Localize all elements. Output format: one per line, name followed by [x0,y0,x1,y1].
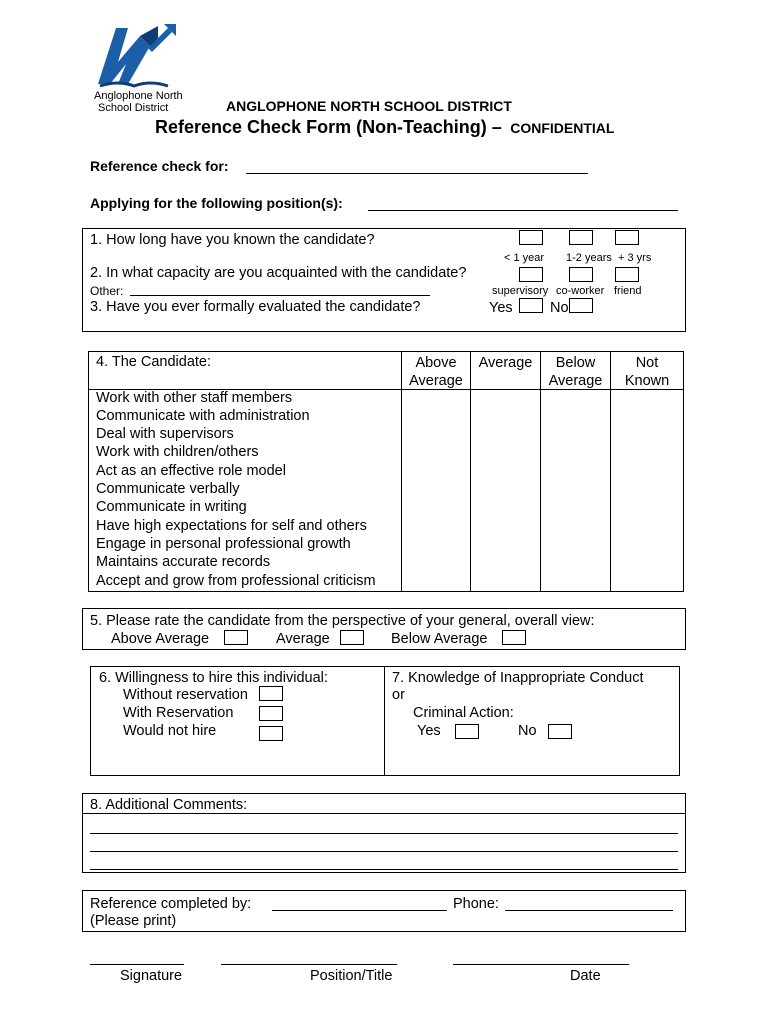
q6-option-not: Would not hire [123,723,217,739]
confidential-label: CONFIDENTIAL [510,120,615,136]
q2-checkbox-supervisory[interactable] [519,267,543,282]
q7-no-label: No [518,723,537,739]
signature-label: Signature [120,968,183,984]
q1-checkbox-1to2[interactable] [569,230,593,245]
q2-other-label: Other: [90,284,124,298]
col-header-above-average: Above Average [409,355,463,389]
completed-by-line[interactable] [272,910,447,911]
logo-text-line1: Anglophone North [94,90,183,102]
q1-checkbox-3plus[interactable] [615,230,639,245]
table-row: Work with other staff members [96,390,293,406]
q5-option-above: Above Average [111,631,210,647]
q1-checkbox-lt1[interactable] [519,230,543,245]
date-line[interactable] [453,964,629,965]
q6-checkbox-not[interactable] [259,726,283,741]
q2-option-supervisory: supervisory [492,285,549,297]
q7-yes-checkbox[interactable] [455,724,479,739]
table-row: Maintains accurate records [96,554,271,570]
reference-for-line[interactable] [246,173,588,174]
table-row: Communicate verbally [96,481,240,497]
q6-checkbox-without[interactable] [259,686,283,701]
date-label: Date [570,968,601,984]
q8-header-line [82,813,686,814]
logo-text-line2: School District [98,102,169,114]
position-label: Applying for the following position(s): [90,195,343,211]
q3-yes-checkbox[interactable] [519,298,543,313]
q3-no-label: No [550,300,569,316]
q1-option-lt1: < 1 year [504,252,545,264]
page-title [155,117,614,138]
col-header-not-known: Not Known [624,355,670,389]
table-row: Communicate in writing [96,499,247,515]
q3-text: 3. Have you ever formally evaluated the candidate? [90,299,421,315]
q5-checkbox-below[interactable] [502,630,526,645]
reference-for-label: Reference check for: [90,158,229,174]
q7-or: or [392,687,405,703]
col-average[interactable] [470,351,541,592]
col-header-below-average: Below Average [548,355,603,389]
q2-text: 2. In what capacity are you acquainted with the candidate? [90,265,467,281]
q2-option-coworker: co-worker [556,285,605,297]
table-row: Communicate with administration [96,408,310,424]
q7-criminal: Criminal Action: [413,705,514,721]
q5-option-average: Average [276,631,330,647]
q1-option-1to2: 1-2 years [566,252,612,264]
district-logo [88,22,183,114]
title-text: Reference Check Form (Non-Teaching) – [155,117,502,137]
table-row: Work with children/others [96,444,259,460]
col-header-average: Average [478,355,533,371]
q1-option-3plus: + 3 yrs [618,252,652,264]
table-heading: 4. The Candidate: [96,354,212,370]
q7-yes-label: Yes [417,723,441,739]
q5-text: 5. Please rate the candidate from the perspective of your general, overall view: [90,613,595,629]
q2-option-friend: friend [614,285,642,297]
q1-text: 1. How long have you known the candidate? [90,232,375,248]
phone-label: Phone: [453,896,499,912]
phone-line[interactable] [505,910,673,911]
completed-by-label: Reference completed by: [90,896,252,912]
q6-option-without: Without reservation [123,687,248,703]
district-heading: ANGLOPHONE NORTH SCHOOL DISTRICT [226,98,512,114]
position-title-line[interactable] [221,964,397,965]
comment-line[interactable] [90,869,678,870]
table-row: Engage in personal professional growth [96,536,351,552]
q7-text: 7. Knowledge of Inappropriate Conduct [392,670,644,686]
table-row: Have high expectations for self and others [96,518,367,534]
comment-line[interactable] [90,833,678,834]
q2-checkbox-friend[interactable] [615,267,639,282]
q6-text: 6. Willingness to hire this individual: [99,670,328,686]
comment-line[interactable] [90,851,678,852]
q5-option-below: Below Average [391,631,488,647]
q7-no-checkbox[interactable] [548,724,572,739]
position-line[interactable] [368,210,678,211]
q2-other-line[interactable] [130,295,430,296]
table-row: Accept and grow from professional criticism [96,573,376,589]
q3-no-checkbox[interactable] [569,298,593,313]
logo-n-arrow-icon [88,22,178,90]
position-title-label: Position/Title [310,968,393,984]
signature-line[interactable] [90,964,184,965]
q6-option-with: With Reservation [123,705,234,721]
q3-yes-label: Yes [489,300,513,316]
q6-checkbox-with[interactable] [259,706,283,721]
please-print-label: (Please print) [90,913,177,929]
q8-text: 8. Additional Comments: [90,797,248,813]
table-row: Act as an effective role model [96,463,286,479]
table-row: Deal with supervisors [96,426,234,442]
q5-checkbox-above[interactable] [224,630,248,645]
q5-checkbox-average[interactable] [340,630,364,645]
q2-checkbox-coworker[interactable] [569,267,593,282]
